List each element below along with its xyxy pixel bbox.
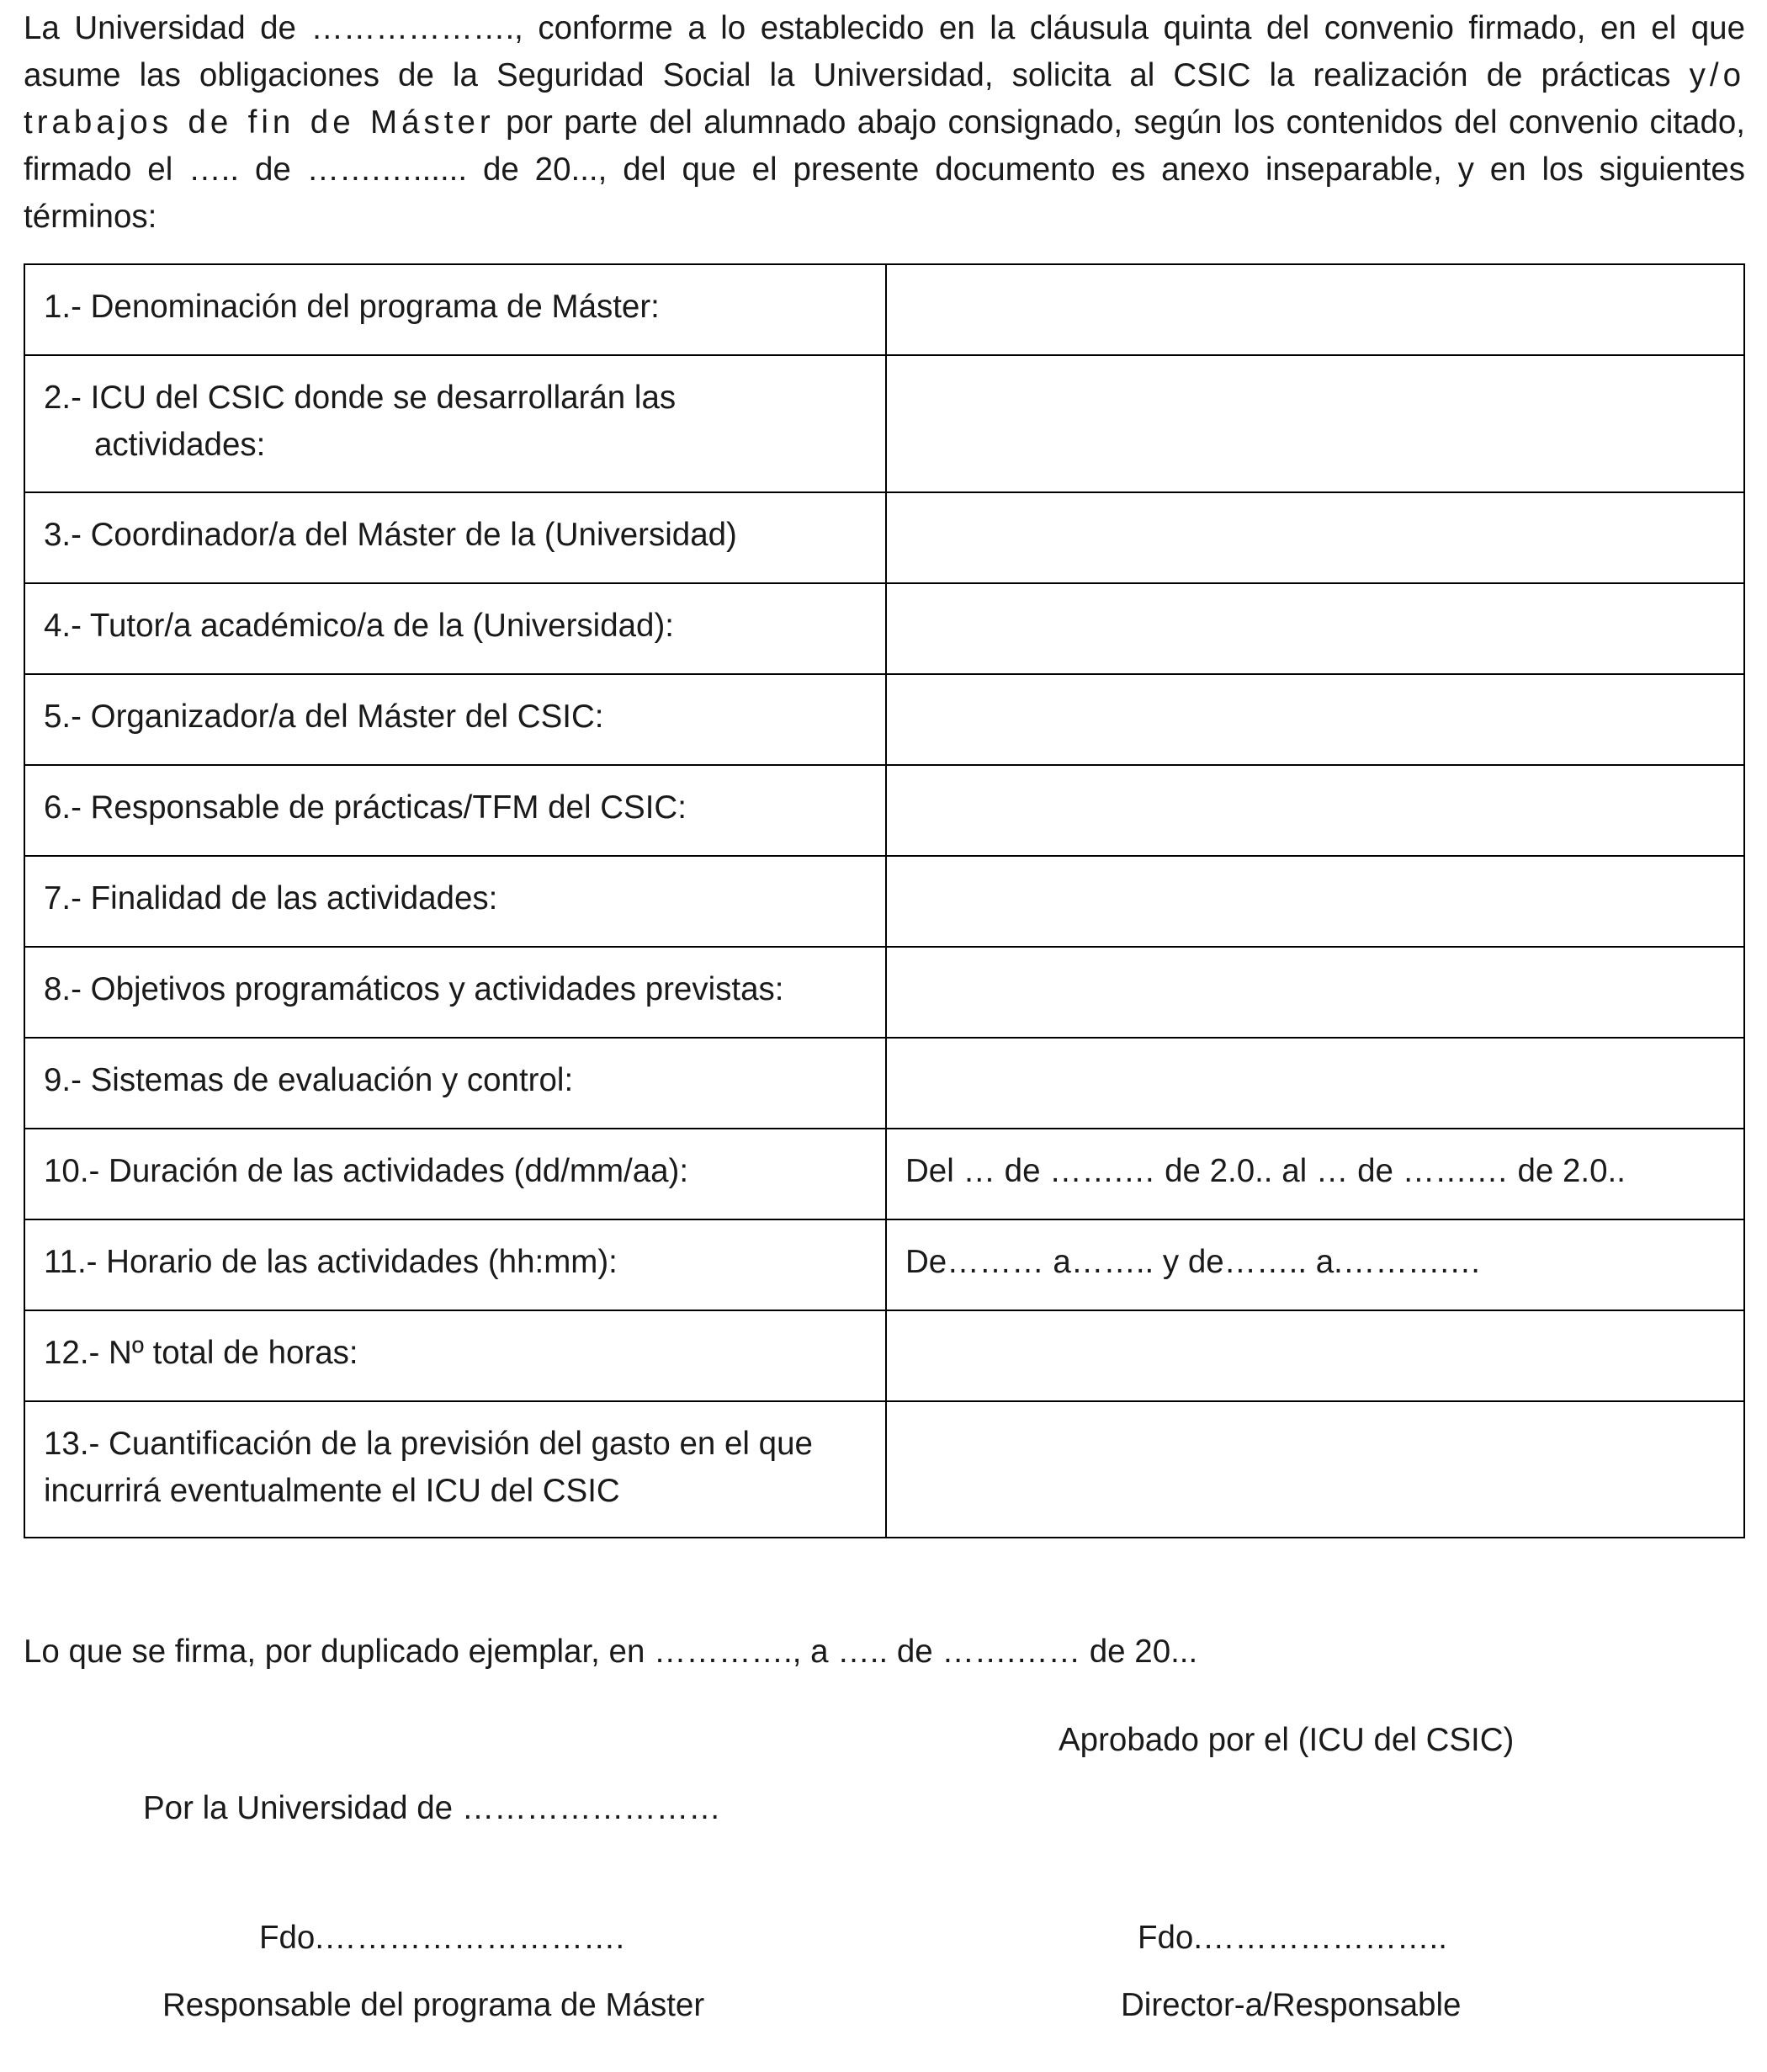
table-row: [24, 583, 1744, 674]
table-row: [24, 1219, 1744, 1310]
annex-form-table: [24, 263, 1745, 1538]
row-label: 4.- Tutor/a académico/a de la (Universidad):: [24, 583, 886, 674]
table-row: [24, 947, 1744, 1038]
row-label: 6.- Responsable de prácticas/TFM del CSIC:: [24, 765, 886, 856]
row-label: 10.- Duración de las actividades (dd/mm/aa):: [24, 1129, 886, 1219]
signature-left: Fdo.……………………….: [259, 1920, 625, 1956]
row-label: 5.- Organizador/a del Máster del CSIC:: [24, 674, 886, 765]
row-value[interactable]: [886, 674, 1744, 765]
row-label: 9.- Sistemas de evaluación y control:: [24, 1038, 886, 1129]
row-value[interactable]: [886, 856, 1744, 947]
row-label: 3.- Coordinador/a del Máster de la (Universidad): [24, 492, 886, 583]
table-row: [24, 264, 1744, 355]
row-value[interactable]: [886, 1401, 1744, 1538]
row-value[interactable]: [886, 264, 1744, 355]
table-row: [24, 856, 1744, 947]
row-label-line2: incurrirá eventualmente el ICU del CSIC: [44, 1473, 620, 1509]
university-line: Por la Universidad de ……………………: [143, 1790, 721, 1826]
intro-paragraph: [24, 5, 1745, 241]
row-label: 8.- Objetivos programáticos y actividades previstas:: [24, 947, 886, 1038]
row-value[interactable]: [886, 583, 1744, 674]
row-label: [24, 1401, 886, 1538]
table-row: [24, 765, 1744, 856]
table-row: [24, 1129, 1744, 1219]
role-right: Director-a/Responsable: [1121, 1987, 1462, 2023]
row-label: 1.- Denominación del programa de Máster:: [24, 264, 886, 355]
row-label-line1: 2.- ICU del CSIC donde se desarrollarán las: [44, 380, 677, 416]
row-label: 7.- Finalidad de las actividades:: [24, 856, 886, 947]
row-value[interactable]: [886, 492, 1744, 583]
row-label: 11.- Horario de las actividades (hh:mm):: [24, 1219, 886, 1310]
row-value[interactable]: [886, 355, 1744, 492]
table-row: [24, 1038, 1744, 1129]
table-row: [24, 355, 1744, 492]
row-value[interactable]: De……… a…….. y de…….. a.……….…: [886, 1219, 1744, 1310]
intro-text-part3: por parte del alumnado abajo consignado, según los contenidos del convenio citado, firmado el ….. de …….…...... de 20..., del que el presente documento es anexo inseparable, y en los siguientes términos:: [24, 104, 1745, 235]
row-label: [24, 355, 886, 492]
intro-text-part1: La Universidad de ………………., conforme a lo establecido en la cláusula quinta del convenio firmado, en el que asume las obligaciones de la Seguridad Social la Universidad, solicita al CSIC la realización de prácticas: [24, 10, 1745, 93]
row-label-line1: 13.- Cuantificación de la previsión del gasto en el que: [44, 1426, 813, 1462]
intro-text-spaced: y/o trabajos de fin de Máster: [24, 57, 1745, 141]
table-row: [24, 1401, 1744, 1538]
row-value[interactable]: [886, 947, 1744, 1038]
role-left: Responsable del programa de Máster: [162, 1987, 705, 2023]
table-row: [24, 492, 1744, 583]
approved-by: Aprobado por el (ICU del CSIC): [1059, 1722, 1515, 1758]
row-label: 12.- Nº total de horas:: [24, 1310, 886, 1401]
row-value[interactable]: [886, 1038, 1744, 1129]
table-row: [24, 674, 1744, 765]
table-row: [24, 1310, 1744, 1401]
row-value[interactable]: Del … de …….… de 2.0.. al … de …….… de 2.0..: [886, 1129, 1744, 1219]
signed-line: Lo que se firma, por duplicado ejemplar, en …………., a ….. de …….…… de 20...: [24, 1634, 1198, 1670]
row-label-line2: actividades:: [94, 427, 266, 463]
signature-right: Fdo.…………………..: [1138, 1920, 1447, 1956]
row-value[interactable]: [886, 1310, 1744, 1401]
row-value[interactable]: [886, 765, 1744, 856]
